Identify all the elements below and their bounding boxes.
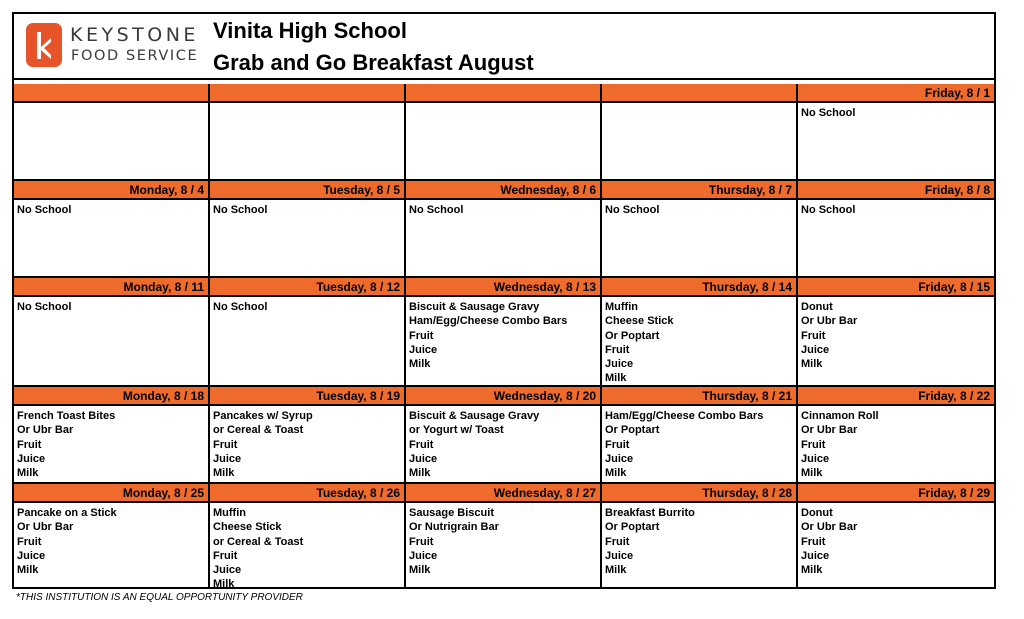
menu-item: Ham/Egg/Cheese Combo Bars [409, 315, 568, 328]
day-menu [602, 297, 796, 385]
menu-item: Milk [605, 372, 627, 385]
menu-item: Sausage Biscuit [409, 507, 494, 519]
menu-item: Milk [801, 467, 823, 480]
day-cell [14, 181, 210, 278]
menu-item: Biscuit & Sausage Gravy [409, 410, 540, 422]
day-cell [798, 484, 994, 589]
menu-item: Fruit [801, 329, 826, 342]
menu-item: Or Ubr Bar [17, 521, 74, 534]
footer-note: *THIS INSTITUTION IS AN EQUAL OPPORTUNITY PROVIDER [16, 592, 303, 603]
day-menu [210, 503, 404, 589]
day-menu [798, 503, 994, 589]
menu-item: Fruit [801, 438, 826, 451]
menu-item: Or Poptart [605, 521, 660, 534]
day-menu [14, 103, 208, 179]
day-header: Thursday, 8 / 14 [602, 278, 796, 297]
day-header: Wednesday, 8 / 13 [406, 278, 600, 297]
menu-item: Cinnamon Roll [801, 410, 879, 422]
day-header: Tuesday, 8 / 19 [210, 387, 404, 406]
menu-item: Or Ubr Bar [17, 424, 74, 437]
day-cell [14, 278, 210, 387]
menu-item: No School [409, 204, 464, 216]
menu-item: Pancakes w/ Syrup [213, 410, 313, 422]
menu-item: Milk [213, 467, 235, 480]
day-header [210, 84, 404, 103]
menu-item: Or Poptart [605, 424, 660, 437]
menu-item: Biscuit & Sausage Gravy [409, 301, 540, 313]
logo-name: KEYSTONE [70, 24, 199, 46]
menu-item: Milk [605, 564, 627, 577]
menu-item: No School [17, 204, 72, 216]
day-cell [210, 84, 406, 181]
day-cell [210, 181, 406, 278]
day-menu [798, 406, 994, 482]
day-header: Wednesday, 8 / 6 [406, 181, 600, 200]
menu-item: Muffin [213, 507, 246, 519]
day-header: Thursday, 8 / 21 [602, 387, 796, 406]
day-menu [406, 200, 600, 276]
day-header: Wednesday, 8 / 27 [406, 484, 600, 503]
day-header: Friday, 8 / 22 [798, 387, 994, 406]
week-row [14, 181, 994, 278]
day-cell [798, 278, 994, 387]
menu-item: Fruit [801, 535, 826, 548]
day-header: Monday, 8 / 25 [14, 484, 208, 503]
day-menu [14, 503, 208, 589]
menu-item: Fruit [409, 535, 434, 548]
day-header: Friday, 8 / 29 [798, 484, 994, 503]
day-menu [210, 406, 404, 482]
day-header: Thursday, 8 / 7 [602, 181, 796, 200]
menu-item: Juice [605, 358, 634, 371]
menu-item: Juice [409, 343, 438, 356]
day-header: Tuesday, 8 / 12 [210, 278, 404, 297]
day-cell [602, 387, 798, 484]
day-menu [210, 200, 404, 276]
day-menu [602, 103, 796, 179]
day-header: Tuesday, 8 / 5 [210, 181, 404, 200]
menu-item: Juice [17, 452, 46, 465]
menu-item: No School [213, 204, 268, 216]
menu-item: Juice [213, 564, 242, 577]
day-cell [406, 387, 602, 484]
menu-item: Or Nutrigrain Bar [409, 521, 499, 534]
menu-item: Juice [801, 549, 830, 562]
day-menu [602, 406, 796, 482]
header [14, 14, 994, 80]
day-cell [14, 484, 210, 589]
day-menu [14, 297, 208, 385]
day-cell [602, 278, 798, 387]
menu-item: Fruit [409, 329, 434, 342]
day-menu [210, 297, 404, 385]
menu-item: Fruit [605, 535, 630, 548]
menu-item: Juice [409, 549, 438, 562]
menu-item: or Yogurt w/ Toast [409, 424, 504, 437]
menu-item: Cheese Stick [213, 521, 282, 534]
menu-item: Juice [213, 452, 242, 465]
day-cell [406, 181, 602, 278]
day-header: Monday, 8 / 11 [14, 278, 208, 297]
menu-item: Juice [409, 452, 438, 465]
day-cell [798, 181, 994, 278]
menu-item: or Cereal & Toast [213, 424, 304, 437]
menu-item: No School [17, 301, 72, 313]
day-header [14, 84, 208, 103]
day-menu [406, 406, 600, 482]
menu-item: Fruit [213, 549, 238, 562]
menu-item: Juice [801, 343, 830, 356]
day-menu [798, 103, 994, 179]
day-cell [406, 484, 602, 589]
day-cell [406, 84, 602, 181]
menu-item: Or Ubr Bar [801, 521, 858, 534]
menu-item: Milk [409, 467, 431, 480]
day-header [406, 84, 600, 103]
menu-item: Milk [801, 358, 823, 371]
menu-item: Milk [801, 564, 823, 577]
logo-subtitle: FOOD SERVICE [71, 48, 199, 64]
day-header: Monday, 8 / 18 [14, 387, 208, 406]
menu-item: Fruit [17, 438, 42, 451]
menu-item: No School [605, 204, 660, 216]
menu-item: Milk [17, 564, 39, 577]
menu-item: Breakfast Burrito [605, 507, 695, 519]
week-row [14, 278, 994, 387]
day-cell [406, 278, 602, 387]
menu-item: Milk [409, 358, 431, 371]
day-header: Friday, 8 / 1 [798, 84, 994, 103]
day-menu [602, 503, 796, 589]
menu-item: Or Ubr Bar [801, 424, 858, 437]
menu-item: Or Poptart [605, 329, 660, 342]
day-header: Tuesday, 8 / 26 [210, 484, 404, 503]
day-header: Thursday, 8 / 28 [602, 484, 796, 503]
day-cell [602, 181, 798, 278]
day-menu [798, 297, 994, 385]
calendar-grid [14, 84, 994, 589]
week-row [14, 484, 994, 589]
day-menu [210, 103, 404, 179]
menu-item: Donut [801, 507, 833, 519]
menu-item: Juice [605, 452, 634, 465]
day-header: Monday, 8 / 4 [14, 181, 208, 200]
day-menu [406, 297, 600, 385]
menu-item: Juice [801, 452, 830, 465]
menu-item: Milk [605, 467, 627, 480]
keystone-logo-icon [26, 23, 62, 67]
menu-item: No School [801, 204, 856, 216]
day-menu [14, 406, 208, 482]
menu-item: French Toast Bites [17, 410, 116, 422]
menu-item: Milk [17, 467, 39, 480]
week-row [14, 84, 994, 181]
menu-item: Juice [605, 549, 634, 562]
day-cell [602, 484, 798, 589]
menu-item: Muffin [605, 301, 638, 313]
day-header: Friday, 8 / 15 [798, 278, 994, 297]
day-cell [798, 84, 994, 181]
day-cell [210, 484, 406, 589]
menu-item: Fruit [409, 438, 434, 451]
day-menu [406, 103, 600, 179]
day-header [602, 84, 796, 103]
menu-item: Fruit [213, 438, 238, 451]
day-cell [210, 278, 406, 387]
day-cell [210, 387, 406, 484]
day-menu [602, 200, 796, 276]
menu-item: Cheese Stick [605, 315, 674, 328]
menu-item: Ham/Egg/Cheese Combo Bars [605, 410, 764, 422]
day-cell [14, 387, 210, 484]
day-cell [798, 387, 994, 484]
menu-calendar [12, 12, 996, 589]
menu-item: No School [213, 301, 268, 313]
menu-item: Fruit [17, 535, 42, 548]
day-menu [406, 503, 600, 589]
menu-item: Fruit [605, 343, 630, 356]
menu-item: Fruit [605, 438, 630, 451]
day-cell [602, 84, 798, 181]
week-row [14, 387, 994, 484]
menu-item: Juice [17, 549, 46, 562]
day-header: Wednesday, 8 / 20 [406, 387, 600, 406]
menu-item: Pancake on a Stick [17, 507, 117, 519]
school-title: Vinita High School [213, 18, 407, 43]
menu-item: Milk [213, 578, 235, 589]
menu-item: Or Ubr Bar [801, 315, 858, 328]
menu-title: Grab and Go Breakfast August [213, 50, 534, 75]
menu-item: Donut [801, 301, 833, 313]
menu-item: Milk [409, 564, 431, 577]
day-header: Friday, 8 / 8 [798, 181, 994, 200]
day-menu [14, 200, 208, 276]
menu-item: or Cereal & Toast [213, 535, 304, 548]
day-menu [798, 200, 994, 276]
day-cell [14, 84, 210, 181]
menu-item: No School [801, 107, 856, 119]
